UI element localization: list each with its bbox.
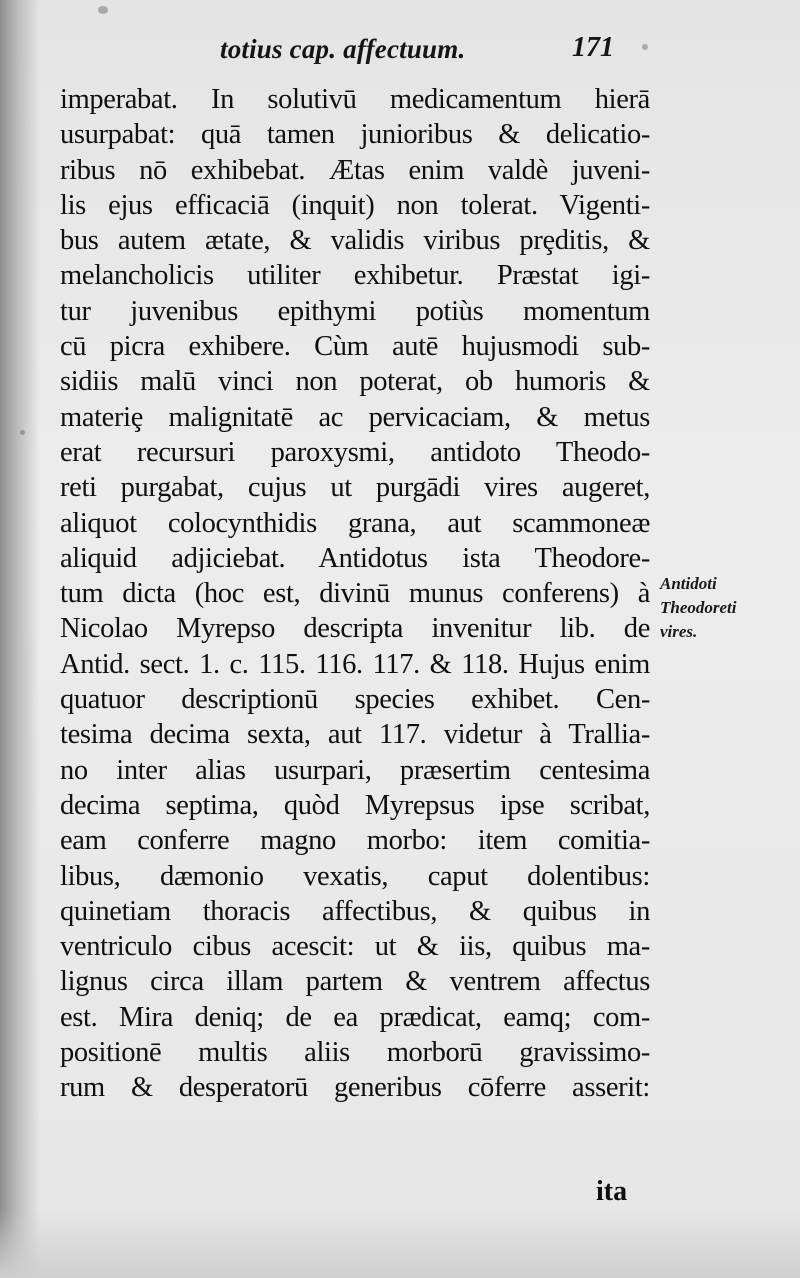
text-line: libus, dæmonio vexatis, caput dolentibus:	[60, 860, 650, 892]
ink-speck	[642, 44, 648, 50]
page-bottom-shadow	[0, 1208, 800, 1278]
text-line: ribus nō exhibebat. Ætas enim valdè juveni-	[60, 154, 650, 186]
text-line: tum dicta (hoc est, divinū munus conferens) à	[60, 578, 650, 610]
catchword: ita	[596, 1176, 628, 1207]
text-line: rum & desperatorū generibus cōferre asserit:	[60, 1072, 650, 1104]
text-line: lis ejus efficaciā (inquit) non tolerat. Vigenti-	[60, 189, 650, 221]
page-gutter-shadow	[0, 0, 40, 1278]
body-text	[60, 82, 650, 1106]
text-line: cū picra exhibere. Cùm autē hujusmodi sub-	[60, 331, 650, 363]
ink-speck	[98, 6, 108, 14]
text-line: imperabat. In solutivū medicamentum hierā	[60, 84, 650, 115]
text-line: tur juvenibus epithymi potiùs momentum	[60, 295, 650, 327]
text-line: bus autem ætate, & validis viribus prȩditis, &	[60, 225, 650, 257]
text-line: Antid. sect. 1. c. 115. 116. 117. & 118. Hujus enim	[60, 648, 650, 680]
text-line: est. Mira deniq; de ea prædicat, eamq; com-	[60, 1001, 650, 1033]
text-line: Nicolao Myrepso descripta invenitur lib. de	[60, 613, 650, 645]
text-line: no inter alias usurpari, præsertim centesima	[60, 754, 650, 786]
text-line: melancholicis utiliter exhibetur. Præstat igi-	[60, 260, 650, 292]
text-line: lignus circa illam partem & ventrem affectus	[60, 966, 650, 998]
text-line: eam conferre magno morbo: item comitia-	[60, 825, 650, 857]
text-line: aliquid adjiciebat. Antidotus ista Theodore-	[60, 542, 650, 574]
ink-speck	[20, 430, 25, 435]
margin-note	[660, 572, 737, 644]
text-line: quatuor descriptionū species exhibet. Cen-	[60, 684, 650, 716]
text-line: ventriculo cibus acescit: ut & iis, quibus ma-	[60, 931, 650, 963]
page-number: 171	[572, 32, 614, 63]
margin-note-line: Theodoreti	[660, 598, 737, 617]
text-line: materiȩ malignitatē ac pervicaciam, & metus	[60, 401, 650, 433]
text-line: usurpabat: quā tamen junioribus & delicatio-	[60, 119, 650, 151]
text-line: decima septima, quòd Myrepsus ipse scribat,	[60, 789, 650, 821]
text-line: sidiis malū vinci non poterat, ob humoris &	[60, 366, 650, 398]
margin-note-line: vires.	[660, 622, 698, 641]
running-head: totius cap. affectuum.	[220, 34, 466, 64]
text-line: aliquot colocynthidis grana, aut scammoneæ	[60, 507, 650, 539]
text-line: positionē multis aliis morborū gravissimo-	[60, 1037, 650, 1069]
text-line: quinetiam thoracis affectibus, & quibus in	[60, 895, 650, 927]
text-line: reti purgabat, cujus ut purgādi vires augeret,	[60, 472, 650, 504]
text-line: erat recursuri paroxysmi, antidoto Theodo-	[60, 436, 650, 468]
text-line: tesima decima sexta, aut 117. videtur à Trallia-	[60, 719, 650, 751]
margin-note-line: Antidoti	[660, 574, 717, 593]
